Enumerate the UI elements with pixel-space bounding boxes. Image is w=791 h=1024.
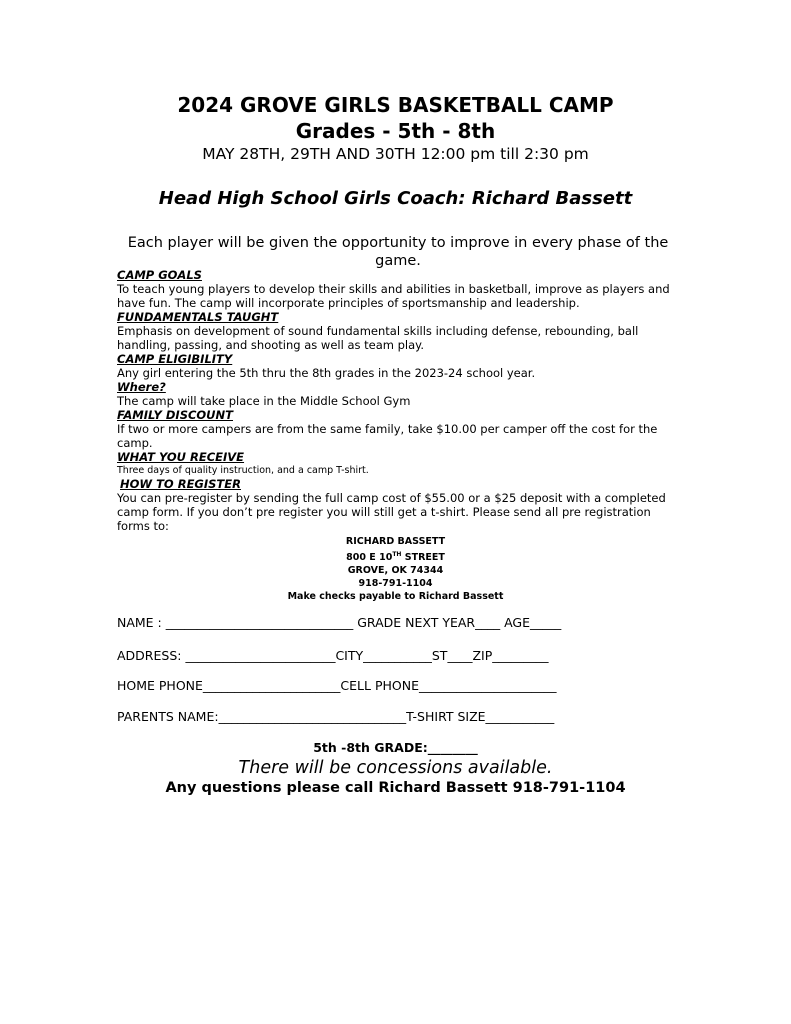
section-heading-where: Where? [117, 380, 166, 394]
camp-dates: MAY 28TH, 29TH AND 30TH 12:00 pm till 2:30 pm [202, 145, 589, 163]
section-body-family-discount: If two or more campers are from the same family, take $10.00 per camper off the cost for the camp. [117, 422, 658, 450]
info-sections [117, 268, 677, 533]
questions-contact: Any questions please call Richard Bassett 918-791-1104 [165, 780, 626, 796]
section-heading-what-you-receive: WHAT YOU RECEIVE [117, 450, 245, 464]
grades-line: Grades - 5th - 8th [295, 119, 496, 143]
address-street-suffix: STREET [401, 552, 445, 564]
section-body-how-to-register: You can pre-register by sending the full camp cost of $55.00 or a $25 deposit with a completed camp form. If you don’t pre register you will still get a t-shirt. Please send all pre registration forms to: [117, 491, 666, 533]
camp-title: 2024 GROVE GIRLS BASKETBALL CAMP [177, 93, 614, 117]
checks-payable: Make checks payable to Richard Bassett [287, 591, 504, 603]
grade-line: 5th -8th GRADE:________ [313, 740, 478, 755]
section-body-fundamentals: Emphasis on development of sound fundamental skills including defense, rebounding, ball handling, passing, and shooting as well as team play. [117, 324, 639, 352]
address-phone: 918-791-1104 [358, 578, 433, 590]
form-row-name: NAME : ______________________________ GRADE NEXT YEAR____ AGE_____ [117, 615, 562, 630]
intro-text: Each player will be given the opportunity to improve in every phase of the game. [127, 235, 669, 269]
address-name: RICHARD BASSETT [345, 536, 446, 547]
address-street-prefix: 800 E 10 [346, 552, 393, 564]
section-body-eligibility: Any girl entering the 5th thru the 8th grades in the 2023-24 school year. [117, 366, 536, 380]
section-body-camp-goals: To teach young players to develop their skills and abilities in basketball, improve as players and have fun. The camp will incorporate principles of sportsmanship and leadership. [117, 282, 670, 310]
section-heading-how-to-register: HOW TO REGISTER [120, 477, 241, 491]
mailing-address [0, 535, 791, 603]
address-street-sup: TH [392, 551, 402, 558]
form-row-phone: HOME PHONE______________________CELL PHONE______________________ [117, 678, 557, 693]
form-row-address: ADDRESS: ________________________CITY___________ST____ZIP_________ [117, 648, 549, 663]
section-body-where: The camp will take place in the Middle School Gym [117, 394, 411, 408]
section-body-what-you-receive: Three days of quality instruction, and a camp T-shirt. [117, 465, 369, 476]
section-heading-eligibility: CAMP ELIGIBILITY [117, 352, 233, 366]
form-row-parents: PARENTS NAME:______________________________T-SHIRT SIZE___________ [117, 709, 555, 724]
coach-line: Head High School Girls Coach: Richard Bassett [158, 188, 633, 209]
concessions-note: There will be concessions available. [238, 758, 553, 778]
section-heading-fundamentals: FUNDAMENTALS TAUGHT [117, 310, 279, 324]
section-heading-camp-goals: CAMP GOALS [117, 268, 202, 282]
section-heading-family-discount: FAMILY DISCOUNT [117, 408, 233, 422]
address-street [0, 548, 791, 564]
address-city: GROVE, OK 74344 [347, 565, 444, 577]
